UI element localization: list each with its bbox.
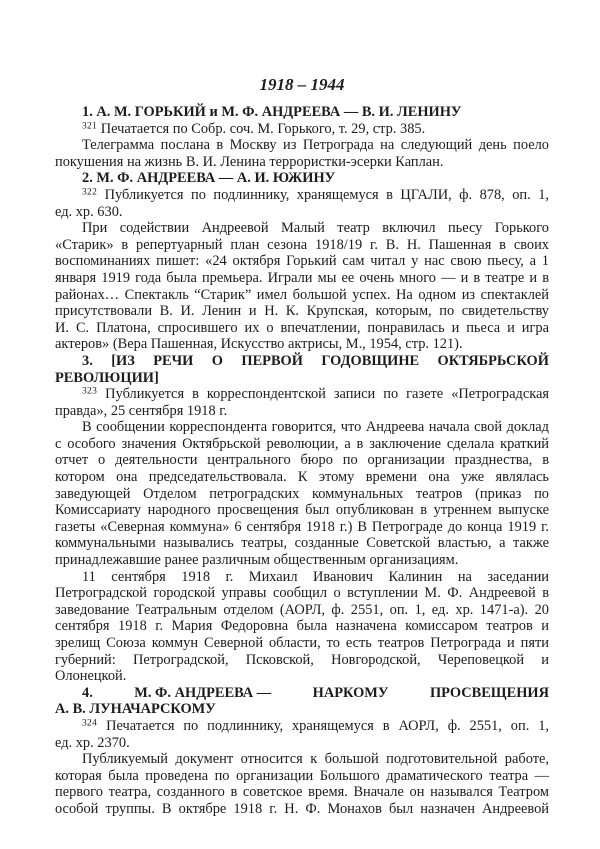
entry-1 (55, 104, 549, 170)
entry-4 (55, 685, 549, 818)
footnote-number: 324 (82, 718, 98, 729)
body-paragraph: При содействии Андреевой Малый театр включил пьесу Горького «Старик» в репертуарный план сезона 1918/19 г. В. Н. Пашенная в своих воспоминаниях пишет: «24 октября Горький сам читал у нас свою пьесу, а 1 января 1919 года была премьера. Играли мы ее очень много — и в театре и в районах… Спектакль “Старик” имел большой успех. На одном из спектаклей присутствовали В. И. Ленин и Н. К. Крупская, которым, по свидетельству И. С. Платона, спросившего их о впечатлении, понравилась и пьеса и игра актеров» (Вера Пашенная, Искусство актрисы, М., 1954, стр. 121). (55, 220, 549, 353)
body-paragraph: В сообщении корреспондента говорится, что Андреева начала свой доклад с особого значения Октябрьской революции, а в заключение сделала краткий отчет о деятельности центрального бюро по организации празднества, в котором она председательствовала. К этому времени она уже являлась заведующей Отделом петроградских коммунальных театров (приказ по Комиссариату народного просвещения был опубликован в утреннем выпуске газеты «Северная коммуна» 6 сентября 1918 г.) В Петрограде до конца 1919 г. коммунальными назывались театры, созданные Советской властью, а также принадлежавшие ранее различным общественным организациям. (55, 419, 549, 569)
footnote-number: 323 (82, 386, 98, 397)
heading-word: О (211, 352, 223, 369)
heading-word: 3. (82, 352, 93, 369)
entry-heading-line2: РЕВОЛЮЦИИ] (55, 369, 159, 386)
entry-2 (55, 170, 549, 353)
body-paragraph: Телеграмма послана в Москву из Петрограда на следующий день поело покушения на жизнь В. И. Ленина террористки-эсерки Каплан. (55, 137, 549, 170)
entry-heading (55, 353, 549, 370)
entry-heading: 2. М. Ф. АНДРЕЕВА — А. И. ЮЖИНУ (82, 170, 336, 187)
body-paragraph: 11 сентября 1918 г. Михаил Иванович Калинин на заседании Петроградской городской управы сообщил о вступлении М. Ф. Андреевой в заведование Театральным отделом (АОРЛ, ф. 2551, оп. 1, ед. хр. 1471-а). 20 сентября 1918 г. Мария Федоровна была назначена комиссаром театров и зрелищ Союза коммун Северной области, то есть театров Петрограда и пяти губерний: Петроградской, Псковской, Новгородской, Череповецкой и Олонецкой. (55, 568, 549, 685)
heading-word: 4. (82, 684, 93, 701)
footnote-paragraph (55, 386, 549, 419)
footnote-text: Печатается по Собр. соч. М. Горького, т. 29, стр. 385. (100, 120, 426, 137)
footnote-text: Печатается по подлиннику, хранящемуся в АОРЛ, ф. 2551, оп. 1, ед. хр. 2370. (55, 717, 549, 751)
entry-heading: 1. А. М. ГОРЬКИЙ и М. Ф. АНДРЕЕВА — В. И. ЛЕНИНУ (82, 104, 462, 120)
body-paragraph: Публикуемый документ относится к большой подготовительной работе, которая была проведена по организации Большого драматического театра — первого театра, созданного в советское время. Вначале он назывался Театром особой труппы. В октябре 1918 г. Н. Ф. Монахов был назначен Андреевой (55, 751, 549, 817)
footnote-text: Публикуется по подлиннику, хранящемуся в ЦГАЛИ, ф. 878, оп. 1, ед. хр. 630. (55, 186, 549, 220)
heading-word: ПЕРВОЙ (241, 352, 303, 369)
page-header: 1918 – 1944 (259, 75, 345, 94)
heading-word: М. Ф. АНДРЕЕВА — (134, 684, 272, 701)
footnote-paragraph (55, 187, 549, 220)
entry-3 (55, 353, 549, 685)
heading-word: ГОДОВЩИНЕ (321, 352, 420, 369)
heading-word: РЕЧИ (153, 352, 194, 369)
footnote-number: 321 (82, 121, 98, 132)
footnote-number: 322 (82, 187, 98, 198)
heading-word: ПРОСВЕЩЕНИЯ (429, 684, 549, 701)
entry-heading (55, 685, 549, 702)
heading-word: [ИЗ (111, 352, 135, 369)
footnote-text: Публикуется в корреспондентской записи по газете «Петроградская правда», 25 сентября 1918 г. (55, 386, 549, 419)
heading-word: ОКТЯБРЬСКОЙ (437, 352, 549, 369)
entry-heading-line2: А. В. ЛУНАЧАРСКОМУ (55, 701, 216, 718)
footnote-paragraph (55, 718, 549, 751)
heading-word: НАРКОМУ (312, 684, 389, 701)
footnote-paragraph (55, 121, 549, 138)
document-page (55, 74, 549, 818)
